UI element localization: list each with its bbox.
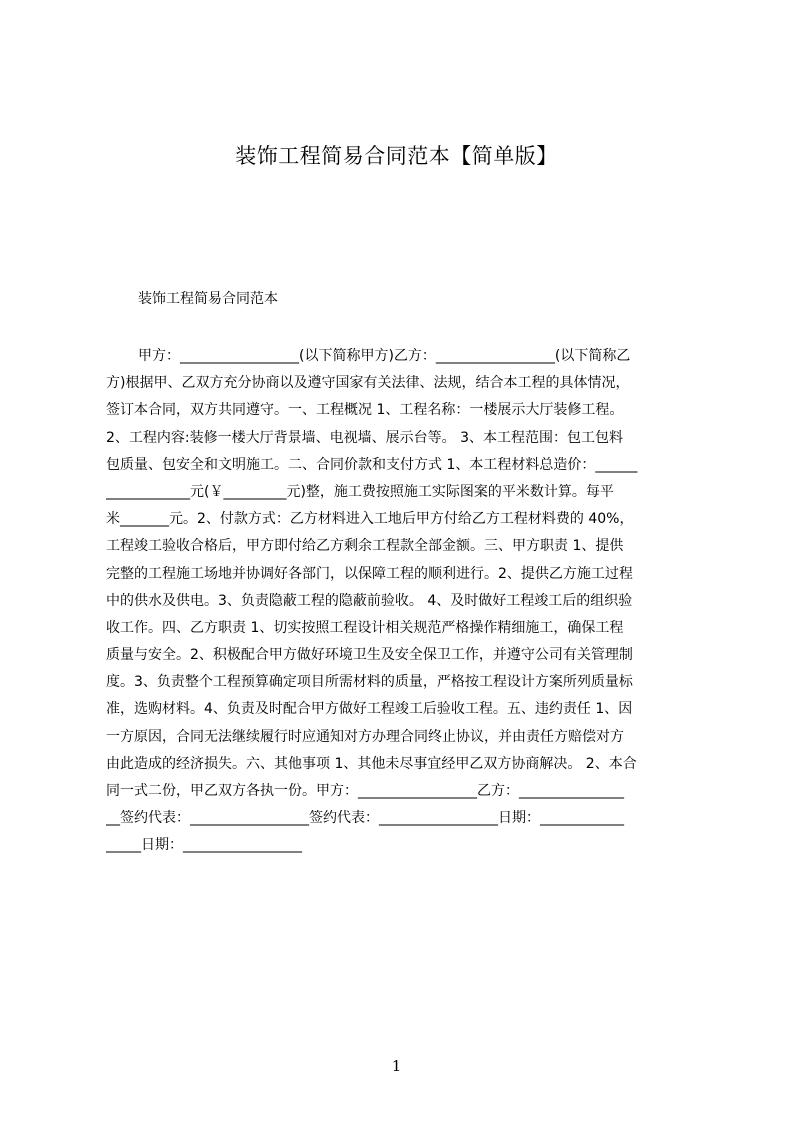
body-line: 包质量、包安全和文明施工。二、合同价款和支付方式 1、本工程材料总造价：______ [106, 456, 638, 473]
body-line: 米_______元。2、付款方式：乙方材料进入工地后甲方付给乙方工程材料费的 40%， [106, 511, 634, 528]
body-line: 签订本合同，双方共同遵守。一、工程概况 1、工程名称：一楼展示大厅装修工程。 [106, 402, 624, 419]
page-title: 装饰工程简易合同范本【简单版】 [235, 144, 558, 168]
contract-subtitle: 装饰工程简易合同范本 [138, 291, 278, 307]
body-line: __签约代表：_________________签约代表：_________________日期：____________ [106, 810, 624, 827]
body-line: ____________元(￥_________元)整，施工费按照施工实际图案的平米数计算。每平 [106, 483, 614, 500]
body-line: 收工作。四、乙方职责 1、切实按照工程设计相关规范严格操作精细施工，确保工程 [106, 619, 624, 636]
body-line: 方)根据甲、乙双方充分协商以及遵守国家有关法律、法规，结合本工程的具体情况， [106, 375, 630, 392]
body-line: 同一式二份，甲乙双方各执一份。甲方：_________________乙方：_______________ [106, 783, 624, 799]
body-line: 2、工程内容:装修一楼大厅背景墙、电视墙、展示台等。 3、本工程范围：包工包料 [106, 429, 623, 446]
body-line: 质量与安全。2、积极配合甲方做好环境卫生及安全保卫工作，并遵守公司有关管理制 [106, 647, 633, 664]
body-line: 完整的工程施工场地并协调好各部门，以保障工程的顺利进行。2、提供乙方施工过程 [106, 565, 633, 582]
body-line: 一方原因，合同无法继续履行时应通知对方办理合同终止协议，并由责任方赔偿对方 [106, 728, 624, 745]
contract-body [106, 343, 698, 853]
page-number: 1 [391, 1057, 402, 1075]
body-line: 准，选购材料。4、负责及时配合甲方做好工程竣工后验收工程。五、违约责任 1、因 [106, 701, 633, 718]
body-line: 甲方：_________________(以下简称甲方)乙方：_________________(以下简称乙 [138, 348, 631, 364]
body-line: 度。3、负责整个工程预算确定项目所需材料的质量，严格按工程设计方案所列质量标 [106, 674, 633, 691]
body-line: 由此造成的经济损失。六、其他事项 1、其他未尽事宜经甲乙双方协商解决。 2、本合 [106, 755, 637, 772]
body-line: 中的供水及供电。3、负责隐蔽工程的隐蔽前验收。 4、及时做好工程竣工后的组织验 [106, 592, 633, 609]
body-line: 工程竣工验收合格后，甲方即付给乙方剩余工程款全部金额。三、甲方职责 1、提供 [106, 538, 624, 555]
body-line: _____日期：_________________ [106, 837, 302, 853]
